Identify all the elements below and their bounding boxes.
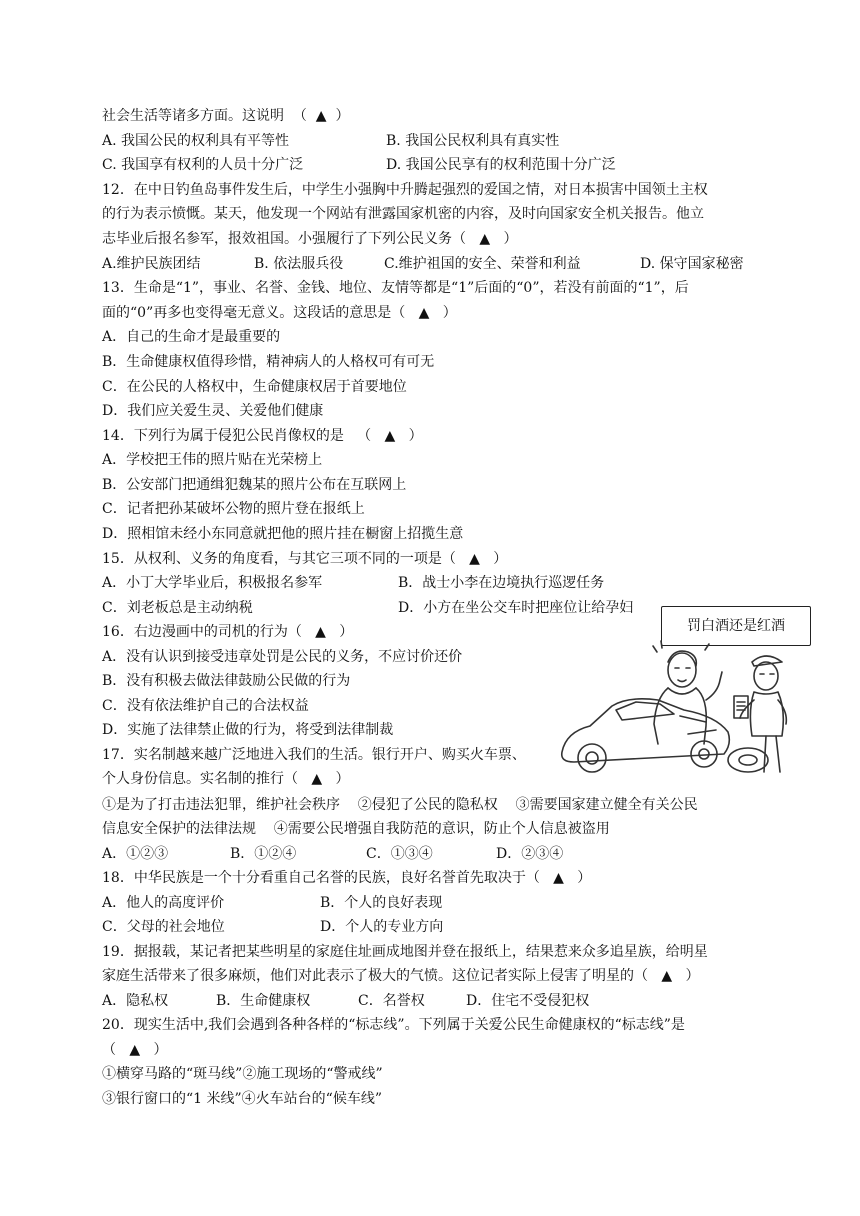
q13-option-b: B．生命健康权值得珍惜，精神病人的人格权可有可无 — [102, 354, 435, 370]
q16-option-d: D．实施了法律禁止做的行为，将受到法律制裁 — [102, 722, 394, 738]
question-20-line-2: （ ▲ ） — [102, 1042, 168, 1058]
question-19-line-2: 家庭生活带来了很多麻烦，他们对此表示了极大的气愤。这位记者实际上侵害了明星的（ ▲ ） — [102, 968, 700, 984]
q17-option-a: A．①②③ — [102, 846, 169, 862]
q11-option-d: D. 我国公民享有的权利范围十分广泛 — [386, 157, 616, 173]
q15-option-b: B．战士小李在边境执行巡逻任务 — [398, 575, 605, 591]
question-19-line-1: 19．据报载，某记者把某些明星的家庭住址画成地图并登在报纸上，结果惹来众多追星族，给明星 — [102, 944, 708, 960]
q17-option-b: B．①②④ — [230, 846, 297, 862]
loose-tire — [728, 748, 768, 772]
question-14-stem: 14．下列行为属于侵犯公民肖像权的是 （ ▲ ） — [102, 428, 423, 444]
cartoon-speech-caption: 罚白酒还是红酒 — [661, 606, 811, 646]
question-17-line-1: 17．实名制越来越广泛地进入我们的生活。银行开户、购买火车票、 — [102, 747, 526, 763]
question-13-line-1: 13．生命是“1”，事业、名誉、金钱、地位、友情等都是“1”后面的“0”，若没有前面的“1”，后 — [102, 280, 689, 296]
question-17-line-4: 信息安全保护的法律法规 ④需要公民增强自我防范的意识，防止个人信息被盗用 — [102, 821, 610, 837]
q16-option-a: A．没有认识到接受违章处罚是公民的义务，不应讨价还价 — [102, 649, 463, 665]
question-12-line-2: 的行为表示愤慨。某天，他发现一个网站有泄露国家机密的内容，及时向国家安全机关报告。他立 — [102, 206, 704, 222]
traffic-fine-cartoon — [556, 640, 816, 785]
question-17-line-3: ①是为了打击违法犯罪，维护社会秩序 ②侵犯了公民的隐私权 ③需要国家建立健全有关公民 — [102, 797, 698, 813]
question-12-line-3: 志毕业后报名参军，报效祖国。小强履行了下列公民义务（ ▲ ） — [102, 231, 518, 247]
question-20-line-1: 20．现实生活中,我们会遇到各种各样的“标志线”。下列属于关爱公民生命健康权的“标志线”是 — [102, 1017, 685, 1033]
q16-option-c: C．没有依法维护自己的合法权益 — [102, 698, 309, 714]
question-20-line-4: ③银行窗口的“1 米线”④火车站台的“候车线” — [102, 1091, 382, 1107]
q17-option-c: C．①③④ — [366, 846, 433, 862]
q12-option-a: A.维护民族团结 — [102, 256, 201, 272]
question-13-line-2: 面的“0”再多也变得毫无意义。这段话的意思是（ ▲ ） — [102, 305, 457, 321]
q15-option-a: A．小丁大学毕业后，积极报名参军 — [102, 575, 323, 591]
q12-option-d: D. 保守国家秘密 — [640, 256, 744, 272]
q19-option-d: D．住宅不受侵犯权 — [466, 993, 590, 1009]
q18-option-c: C．父母的社会地位 — [102, 919, 225, 935]
q13-option-c: C．在公民的人格权中，生命健康权居于首要地位 — [102, 379, 407, 395]
q13-option-d: D．我们应关爱生灵、关爱他们健康 — [102, 403, 324, 419]
q11-option-b: B. 我国公民权利具有真实性 — [386, 133, 560, 149]
q13-option-a: A．自己的生命才是最重要的 — [102, 329, 281, 345]
q19-option-b: B．生命健康权 — [216, 993, 311, 1009]
question-17-line-2: 个人身份信息。实名制的推行（ ▲ ） — [102, 771, 350, 787]
q16-option-b: B．没有积极去做法律鼓励公民做的行为 — [102, 673, 351, 689]
question-15-stem: 15．从权利、义务的角度看，与其它三项不同的一项是（ ▲ ） — [102, 551, 508, 567]
q14-option-c: C．记者把孙某破坏公物的照片登在报纸上 — [102, 501, 365, 517]
q19-option-a: A．隐私权 — [102, 993, 169, 1009]
q18-option-a: A．他人的高度评价 — [102, 895, 225, 911]
q12-option-c: C.维护祖国的安全、荣誉和利益 — [384, 256, 581, 272]
question-12-line-1: 12．在中日钓鱼岛事件发生后，中学生小强胸中升腾起强烈的爱国之情，对日本损害中国领土主权 — [102, 182, 708, 198]
q15-option-c: C．刘老板总是主动纳税 — [102, 600, 253, 616]
q12-option-b: B. 依法服兵役 — [254, 256, 344, 272]
q11-option-a: A. 我国公民的权利具有平等性 — [102, 133, 290, 149]
q11-option-c: C. 我国享有权利的人员十分广泛 — [102, 157, 304, 173]
question-18-stem: 18．中华民族是一个十分看重自己名誉的民族，良好名誉首先取决于（ ▲ ） — [102, 870, 592, 886]
q17-option-d: D．②③④ — [496, 846, 564, 862]
question-16-stem: 16．右边漫画中的司机的行为（ ▲ ） — [102, 624, 354, 640]
q18-option-d: D．个人的专业方向 — [320, 919, 444, 935]
q15-option-d: D．小方在坐公交车时把座位让给孕妇 — [398, 600, 634, 616]
q18-option-b: B．个人的良好表现 — [320, 895, 443, 911]
q14-option-a: A．学校把王伟的照片贴在光荣榜上 — [102, 452, 323, 468]
q19-option-c: C．名誉权 — [358, 993, 425, 1009]
question-20-line-3: ①横穿马路的“斑马线”②施工现场的“警戒线” — [102, 1066, 383, 1082]
q14-option-b: B．公安部门把通缉犯魏某的照片公布在互联网上 — [102, 477, 407, 493]
question-11-stem-tail: 社会生活等诸多方面。这说明 （ ▲ ） — [102, 108, 350, 124]
q14-option-d: D．照相馆未经小东同意就把他的照片挂在橱窗上招揽生意 — [102, 526, 464, 542]
car-body — [562, 699, 730, 762]
